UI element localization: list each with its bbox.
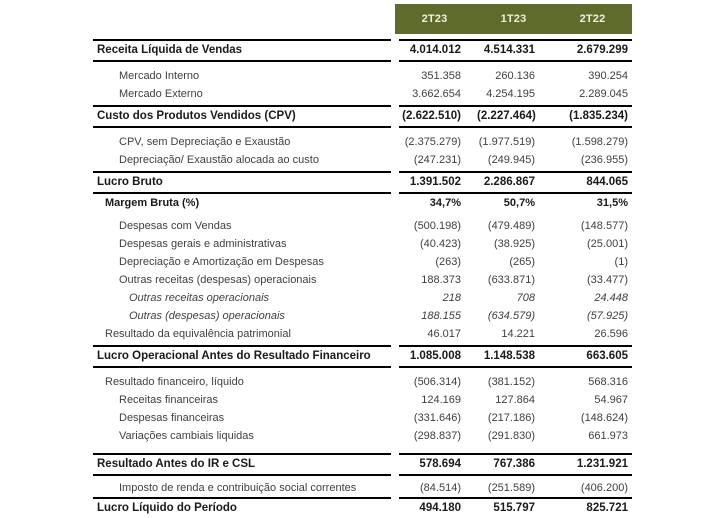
value-cell-2T22: 24.448 — [594, 292, 628, 304]
row-values — [399, 171, 632, 194]
section-lucro-bruto — [93, 171, 714, 343]
row-values — [399, 325, 632, 343]
value-cell-2T22: 26.596 — [594, 328, 628, 340]
row-label: Resultado Antes do IR e CSL — [93, 453, 391, 476]
value-cell-2T22: 390.254 — [588, 70, 628, 82]
value-cell-2T23: (331.646) — [413, 412, 461, 424]
row-label: Despesas gerais e administrativas — [119, 238, 287, 250]
value-cell-1T23: (249.945) — [487, 154, 535, 166]
value-cell-2T22: (1.835.234) — [569, 110, 628, 122]
period-column-header: 1T23 — [500, 13, 527, 25]
row-values — [399, 235, 632, 253]
table-row — [93, 271, 714, 289]
table-row — [93, 409, 714, 427]
value-cell-2T22: (33.477) — [587, 274, 628, 286]
value-cell-2T23: 124.169 — [421, 394, 461, 406]
row-label: Despesas com Vendas — [119, 220, 232, 232]
value-cell-2T22: (148.577) — [580, 220, 628, 232]
value-cell-1T23: (479.489) — [487, 220, 535, 232]
value-cell-1T23: 767.386 — [493, 458, 535, 470]
row-values — [399, 271, 632, 289]
section-header-row — [93, 345, 714, 368]
value-cell-2T22: 2.289.045 — [579, 88, 628, 100]
row-label: Depreciação e Amortização em Despesas — [119, 256, 324, 268]
row-label: Resultado financeiro, líquido — [105, 376, 244, 388]
value-cell-2T22: 568.316 — [588, 376, 628, 388]
period-column-header: 2T23 — [421, 13, 448, 25]
table-row — [93, 133, 714, 151]
value-cell-2T22: 31,5% — [596, 197, 628, 209]
table-row — [93, 85, 714, 103]
value-cell-1T23: (217.186) — [487, 412, 535, 424]
row-values — [399, 391, 632, 409]
row-label: Mercado Interno — [119, 70, 200, 82]
value-cell-2T23: 34,7% — [429, 197, 461, 209]
value-cell-2T23: (247.231) — [413, 154, 461, 166]
table-row — [93, 151, 714, 169]
section-lucro-operacional — [93, 345, 714, 445]
row-label: Lucro Líquido do Período — [93, 497, 391, 518]
table-row — [93, 235, 714, 253]
value-cell-1T23: (251.589) — [487, 482, 535, 494]
value-cell-1T23: 1.148.538 — [483, 350, 535, 362]
table-row — [93, 479, 714, 497]
row-label: Mercado Externo — [119, 88, 203, 100]
value-cell-2T23: 3.662.654 — [412, 88, 461, 100]
row-values — [399, 453, 632, 476]
row-label: Variações cambiais liquidas — [119, 430, 254, 442]
row-label: CPV, sem Depreciação e Exaustão — [119, 136, 291, 148]
row-values — [399, 307, 632, 325]
section-items — [93, 476, 714, 497]
table-row — [93, 67, 714, 85]
section-receita-liquida — [93, 39, 714, 103]
value-cell-1T23: (265) — [509, 256, 535, 268]
value-cell-1T23: 708 — [516, 292, 535, 304]
row-label: Outras (despesas) operacionais — [129, 310, 285, 322]
value-cell-2T23: 351.358 — [421, 70, 461, 82]
section-header-row — [93, 171, 714, 194]
table-row — [93, 373, 714, 391]
table-row — [93, 427, 714, 445]
value-cell-1T23: 260.136 — [495, 70, 535, 82]
table-row — [93, 307, 714, 325]
row-label: Receita Líquida de Vendas — [93, 39, 391, 62]
row-values — [399, 253, 632, 271]
value-cell-2T22: (236.955) — [580, 154, 628, 166]
row-label: Custo dos Produtos Vendidos (CPV) — [93, 105, 391, 128]
row-values — [399, 85, 632, 103]
row-values — [399, 194, 632, 212]
section-items — [93, 212, 714, 343]
value-cell-2T23: (298.837) — [413, 430, 461, 442]
bold-subtotal-row — [93, 194, 714, 212]
row-label: Margem Bruta (%) — [105, 197, 200, 209]
value-cell-2T23: 218 — [442, 292, 461, 304]
table-row — [93, 289, 714, 307]
section-header-row — [93, 497, 714, 518]
row-values — [399, 479, 632, 497]
value-cell-2T22: (406.200) — [580, 482, 628, 494]
row-label: Imposto de renda e contribuição social correntes — [119, 482, 357, 494]
value-cell-1T23: 2.286.867 — [483, 176, 535, 188]
row-label: Lucro Bruto — [93, 171, 391, 194]
row-values — [399, 373, 632, 391]
value-cell-1T23: (2.227.464) — [477, 110, 536, 122]
row-values — [399, 67, 632, 85]
table-row — [93, 217, 714, 235]
value-cell-2T22: 2.679.299 — [576, 44, 628, 56]
row-values — [399, 497, 632, 518]
row-values — [399, 133, 632, 151]
value-cell-2T22: 54.967 — [594, 394, 628, 406]
value-cell-2T23: (263) — [435, 256, 461, 268]
row-values — [399, 427, 632, 445]
value-cell-2T22: (25.001) — [587, 238, 628, 250]
section-resultado-antes-ir-csl — [93, 453, 714, 497]
value-cell-2T23: 188.373 — [421, 274, 461, 286]
row-label: Resultado da equivalência patrimonial — [105, 328, 291, 340]
value-cell-2T23: 494.180 — [419, 502, 461, 514]
value-cell-2T23: 1.085.008 — [409, 350, 461, 362]
value-cell-1T23: 4.514.331 — [483, 44, 535, 56]
section-items — [93, 368, 714, 445]
row-label: Despesas financeiras — [119, 412, 225, 424]
value-cell-1T23: 14.221 — [501, 328, 535, 340]
value-cell-2T23: (506.314) — [413, 376, 461, 388]
section-header-row — [93, 105, 714, 128]
section-items — [93, 128, 714, 169]
section-cpv — [93, 105, 714, 169]
value-cell-2T23: 1.391.502 — [409, 176, 461, 188]
row-values — [399, 409, 632, 427]
value-cell-1T23: 50,7% — [503, 197, 535, 209]
value-cell-2T23: 4.014.012 — [409, 44, 461, 56]
row-values — [399, 217, 632, 235]
value-cell-1T23: (1.977.519) — [478, 136, 535, 148]
value-cell-1T23: (38.925) — [494, 238, 535, 250]
value-cell-2T22: 844.065 — [586, 176, 628, 188]
value-cell-2T23: (2.622.510) — [402, 110, 461, 122]
row-values — [399, 289, 632, 307]
value-cell-2T23: (40.423) — [420, 238, 461, 250]
value-cell-1T23: (381.152) — [487, 376, 535, 388]
value-cell-2T22: 1.231.921 — [576, 458, 628, 470]
row-values — [399, 39, 632, 62]
table-row — [93, 325, 714, 343]
income-statement-table — [93, 39, 714, 518]
row-label: Lucro Operacional Antes do Resultado Financeiro — [93, 345, 391, 368]
value-cell-2T23: 188.155 — [421, 310, 461, 322]
value-cell-1T23: (291.830) — [487, 430, 535, 442]
value-cell-2T23: 578.694 — [419, 458, 461, 470]
value-cell-2T22: (57.925) — [587, 310, 628, 322]
value-cell-2T23: 46.017 — [427, 328, 461, 340]
row-label: Depreciação/ Exaustão alocada ao custo — [119, 154, 319, 166]
row-values — [399, 105, 632, 128]
value-cell-2T22: 825.721 — [586, 502, 628, 514]
row-label: Receitas financeiras — [119, 394, 219, 406]
value-cell-1T23: 515.797 — [493, 502, 535, 514]
section-items — [93, 62, 714, 103]
value-cell-1T23: (633.871) — [487, 274, 535, 286]
row-label: Outras receitas operacionais — [129, 292, 270, 304]
table-row — [93, 253, 714, 271]
period-column-header: 2T22 — [579, 13, 606, 25]
period-header-band — [395, 4, 632, 34]
value-cell-2T23: (2.375.279) — [404, 136, 461, 148]
row-values — [399, 345, 632, 368]
value-cell-1T23: 127.864 — [495, 394, 535, 406]
value-cell-1T23: 4.254.195 — [486, 88, 535, 100]
section-lucro-liquido — [93, 497, 714, 518]
value-cell-2T23: (84.514) — [420, 482, 461, 494]
row-label: Outras receitas (despesas) operacionais — [119, 274, 317, 286]
value-cell-1T23: (634.579) — [487, 310, 535, 322]
value-cell-2T22: 663.605 — [586, 350, 628, 362]
section-header-row — [93, 453, 714, 476]
value-cell-2T22: (1.598.279) — [571, 136, 628, 148]
value-cell-2T22: (1) — [614, 256, 628, 268]
value-cell-2T22: 661.973 — [588, 430, 628, 442]
value-cell-2T23: (500.198) — [413, 220, 461, 232]
value-cell-2T22: (148.624) — [580, 412, 628, 424]
section-header-row — [93, 39, 714, 62]
table-row — [93, 391, 714, 409]
row-values — [399, 151, 632, 169]
